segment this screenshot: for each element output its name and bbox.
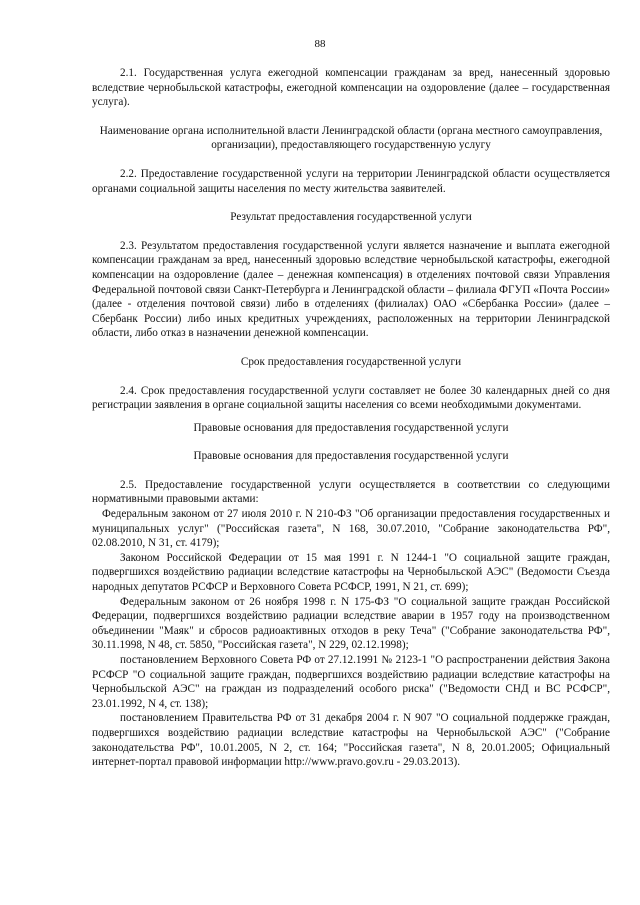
page-number: 88 (314, 38, 326, 50)
paragraph-2-1: 2.1. Государственная услуга ежегодной компенсации гражданам за вред, нанесенный здоровью вследствие чернобыльской катастрофы, ежегодной компенсации на оздоровление (далее – государственная услуга). (92, 67, 610, 109)
paragraph-2-5: 2.5. Предоставление государственной услуги осуществляется в соответствии со следующими нормативными правовыми актами: (92, 478, 610, 506)
paragraph-2-2: 2.2. Предоставление государственной услуги на территории Ленинградской области осуществляется органами социальной защиты населения по месту жительства заявителей. (92, 167, 610, 195)
heading-term: Срок предоставления государственной услуги (240, 355, 462, 368)
legal-act-5: постановлением Правительства РФ от 31 декабря 2004 г. N 907 "О социальной поддержке граждан, подвергшихся воздействию радиации вследствие катастрофы на Чернобыльской АЭС" ("Собрание законодательства РФ", 10.01.2005, N 2, ст. 164; "Российская газета", N 8, 20.01.2005; Официальный интернет-портал правовой информации http://www.pravo.gov.ru - 29.03.2013). (92, 712, 610, 769)
heading-legal-basis-2: Правовые основания для предоставления государственной услуги (193, 450, 509, 463)
legal-act-2: Законом Российской Федерации от 15 мая 1991 г. N 1244-1 "О социальной защите граждан, подвергшихся воздействию радиации вследствие катастрофы на Чернобыльской АЭС" (Ведомости Съезда народных депутатов РСФСР и Верховного Совета РСФСР, 1991, N 21, ст. 699); (92, 551, 610, 594)
legal-act-3: Федеральным законом от 26 ноября 1998 г. N 175-ФЗ "О социальной защите граждан Российской Федерации, подвергшихся воздействию радиации вследствие аварии в 1957 году на производственном объединении "Маяк" и сбросов радиоактивных отходов в реку Теча" ("Собрание законодательства РФ", 30.11.1998, N 48, ст. 5850, "Российская газета", N 229, 02.12.1998); (92, 595, 610, 652)
paragraph-2-3: 2.3. Результатом предоставления государственной услуги является назначение и выплата ежегодной компенсации гражданам за вред, нанесенный здоровью вследствие чернобыльской катастрофы, ежегодной компенсации на оздоровление (далее – денежная компенсация) в отделениях почтовой связи Управления Федеральной почтовой связи Санкт-Петербурга и Ленинградской области – филиала ФГУП «Почта России» (далее - отделения почтовой связи) либо в отделениях (филиалах) ОАО «Сбербанка России» (далее – Сбербанк России) либо иных кредитных учреждениях, расположенных на территории Ленинградской области, либо отказ в назначении денежной компенсации. (92, 239, 610, 340)
document-body (92, 66, 610, 770)
legal-act-4: постановлением Верховного Совета РФ от 27.12.1991 № 2123-1 "О распространении действия Закона РСФСР "О социальной защите граждан, подвергшихся воздействию радиации вследствие катастрофы на Чернобыльской АЭС" на граждан из подразделений особого риска" ("Ведомости СНД и ВС РСФСР", 23.01.1992, N 4, ст. 138); (92, 654, 610, 710)
paragraph-2-4: 2.4. Срок предоставления государственной услуги составляет не более 30 календарных дней со дня регистрации заявления в органе социальной защиты населения со всеми необходимыми документами. (92, 384, 610, 412)
heading-result: Результат предоставления государственной услуги (230, 211, 472, 224)
legal-act-1: Федеральным законом от 27 июля 2010 г. N 210-ФЗ "Об организации предоставления государственных и муниципальных услуг" ("Российская газета", N 168, 30.07.2010, "Собрание законодательства РФ", 02.08.2010, N 31, ст. 4179); (92, 508, 610, 550)
heading-legal-basis-1: Правовые основания для предоставления государственной услуги (193, 421, 509, 434)
heading-authority: Наименование органа исполнительной власти Ленинградской области (органа местного самоуправления, организации), предоставляющего государственную услугу (99, 124, 603, 152)
